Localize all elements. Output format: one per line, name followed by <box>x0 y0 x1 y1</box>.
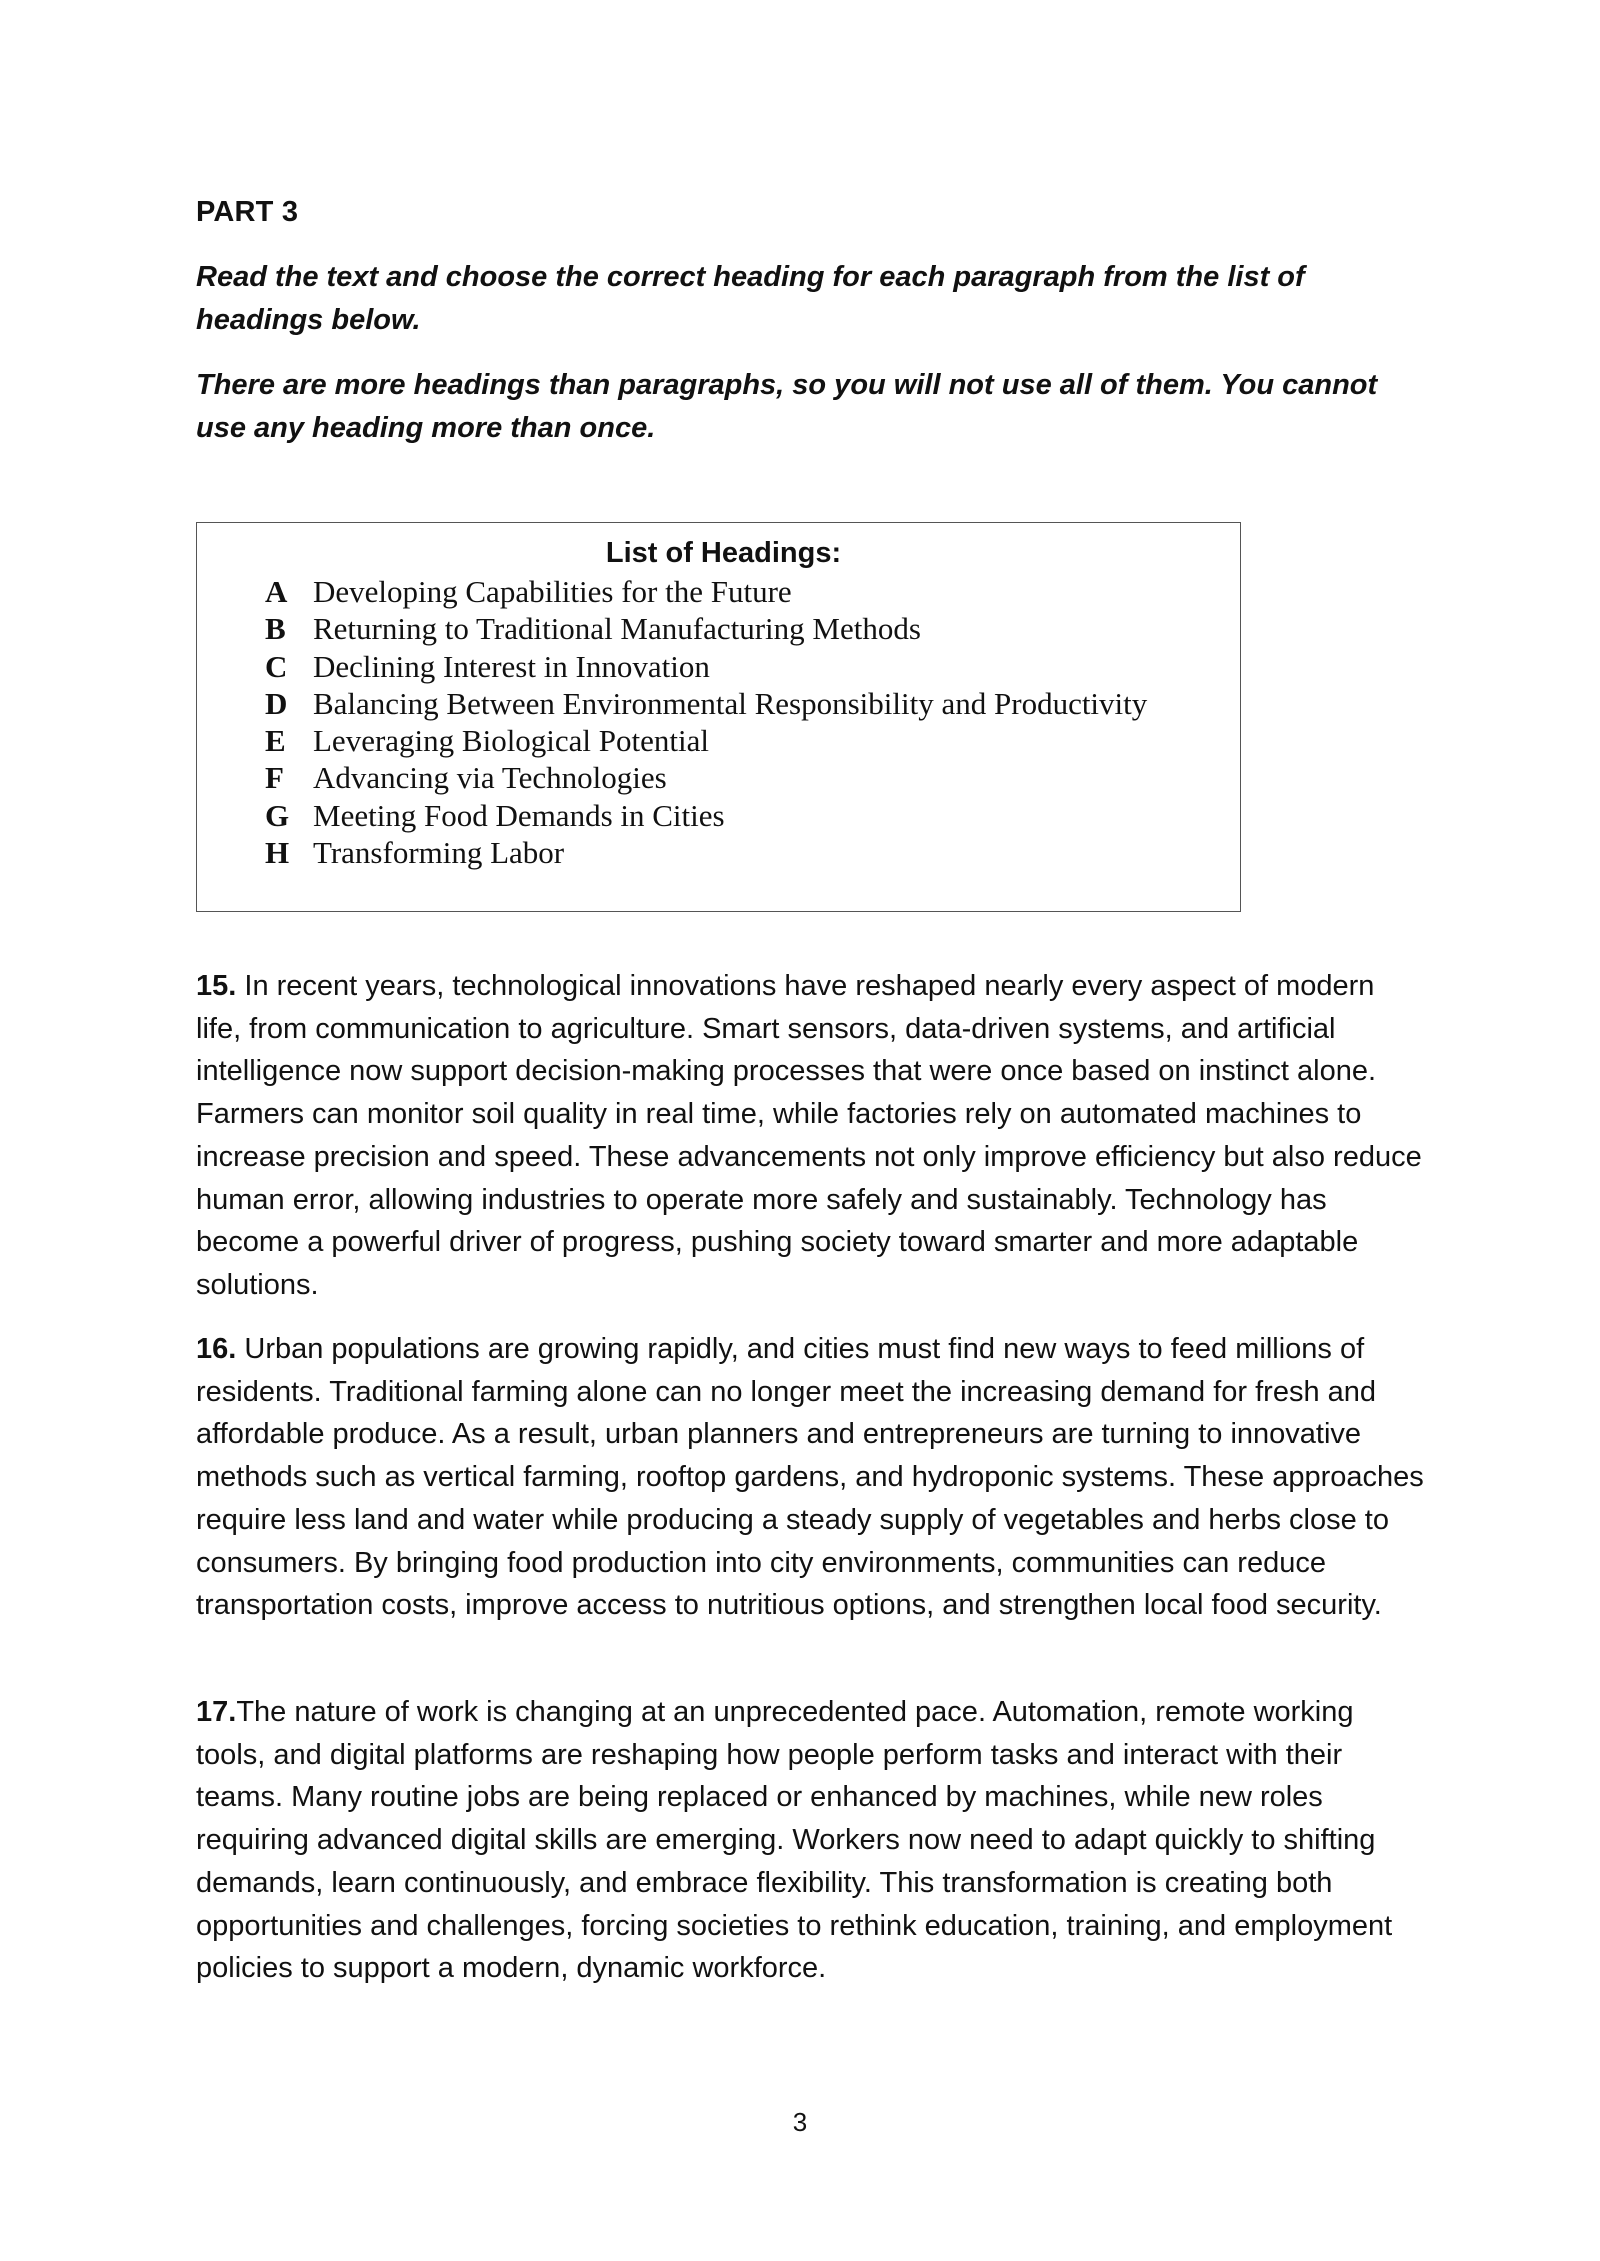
paragraph-text: The nature of work is changing at an unprecedented pace. Automation, remote working tools, and digital platforms are reshaping how people perform tasks and interact with their teams. Many routine jobs are being replaced or enhanced by machines, while new roles requiring advanced digital skills are emerging. Workers now need to adapt quickly to shifting demands, learn continuously, and embrace flexibility. This transformation is creating both opportunities and challenges, forcing societies to rethink education, training, and employment policies to support a modern, dynamic workforce. <box>196 1696 1393 1985</box>
headings-list-box <box>196 522 1241 912</box>
heading-letter: E <box>265 723 286 759</box>
headings-list <box>265 573 1147 871</box>
heading-text: Transforming Labor <box>313 835 565 871</box>
heading-letter: F <box>265 760 284 796</box>
instruction-text: There are more headings than paragraphs, so you will not use all of them. You cannot use any heading more than once. <box>196 369 1378 444</box>
paragraph-number: 15. <box>196 970 237 1002</box>
heading-letter: A <box>265 574 288 609</box>
heading-text: Returning to Traditional Manufacturing Methods <box>313 611 921 647</box>
question-paragraph <box>196 1328 1426 1627</box>
part-title: PART 3 <box>196 196 299 228</box>
heading-option <box>265 648 1147 685</box>
heading-letter: H <box>265 835 290 871</box>
question-paragraph <box>196 1691 1426 1990</box>
heading-option <box>265 610 1147 647</box>
heading-text: Balancing Between Environmental Responsibility and Productivity <box>313 685 1148 721</box>
question-paragraph <box>196 965 1426 1307</box>
heading-option <box>265 722 1147 759</box>
heading-letter: B <box>265 611 286 647</box>
heading-letter: G <box>265 797 290 833</box>
heading-option <box>265 759 1147 796</box>
heading-option <box>265 834 1147 871</box>
heading-text: Meeting Food Demands in Cities <box>313 797 725 833</box>
heading-text: Advancing via Technologies <box>313 760 667 796</box>
heading-text: Leveraging Biological Potential <box>313 723 710 759</box>
heading-letter: D <box>265 685 288 721</box>
heading-option <box>265 573 1147 610</box>
page-number: 3 <box>792 2107 808 2137</box>
heading-text: Developing Capabilities for the Future <box>313 574 792 609</box>
instruction-text: Read the text and choose the correct heading for each paragraph from the list of headings below. <box>196 261 1305 336</box>
heading-option <box>265 797 1147 834</box>
heading-option <box>265 685 1147 722</box>
paragraph-text: In recent years, technological innovations have reshaped nearly every aspect of modern life, from communication to agriculture. Smart sensors, data-driven systems, and artificial intelligence now support decision-making processes that were once based on instinct alone. Farmers can monitor soil quality in real time, while factories rely on automated machines to increase precision and speed. These advancements not only improve efficiency but also reduce human error, allowing industries to operate more safely and sustainably. Technology has become a powerful driver of progress, pushing society toward smarter and more adaptable solutions. <box>196 970 1422 1301</box>
paragraph-text: Urban populations are growing rapidly, and cities must find new ways to feed millions of residents. Traditional farming alone can no longer meet the increasing demand for fresh and affordable produce. As a result, urban planners and entrepreneurs are turning to innovative methods such as vertical farming, rooftop gardens, and hydroponic systems. These approaches require less land and water while producing a steady supply of vegetables and herbs close to consumers. By bringing food production into city environments, communities can reduce transportation costs, improve access to nutritious options, and strengthen local food security. <box>196 1333 1424 1622</box>
heading-text: Declining Interest in Innovation <box>313 648 710 684</box>
headings-list-title: List of Headings: <box>605 537 842 569</box>
paragraph-number: 17. <box>196 1696 237 1728</box>
heading-letter: C <box>265 648 288 684</box>
paragraph-number: 16. <box>196 1333 237 1365</box>
